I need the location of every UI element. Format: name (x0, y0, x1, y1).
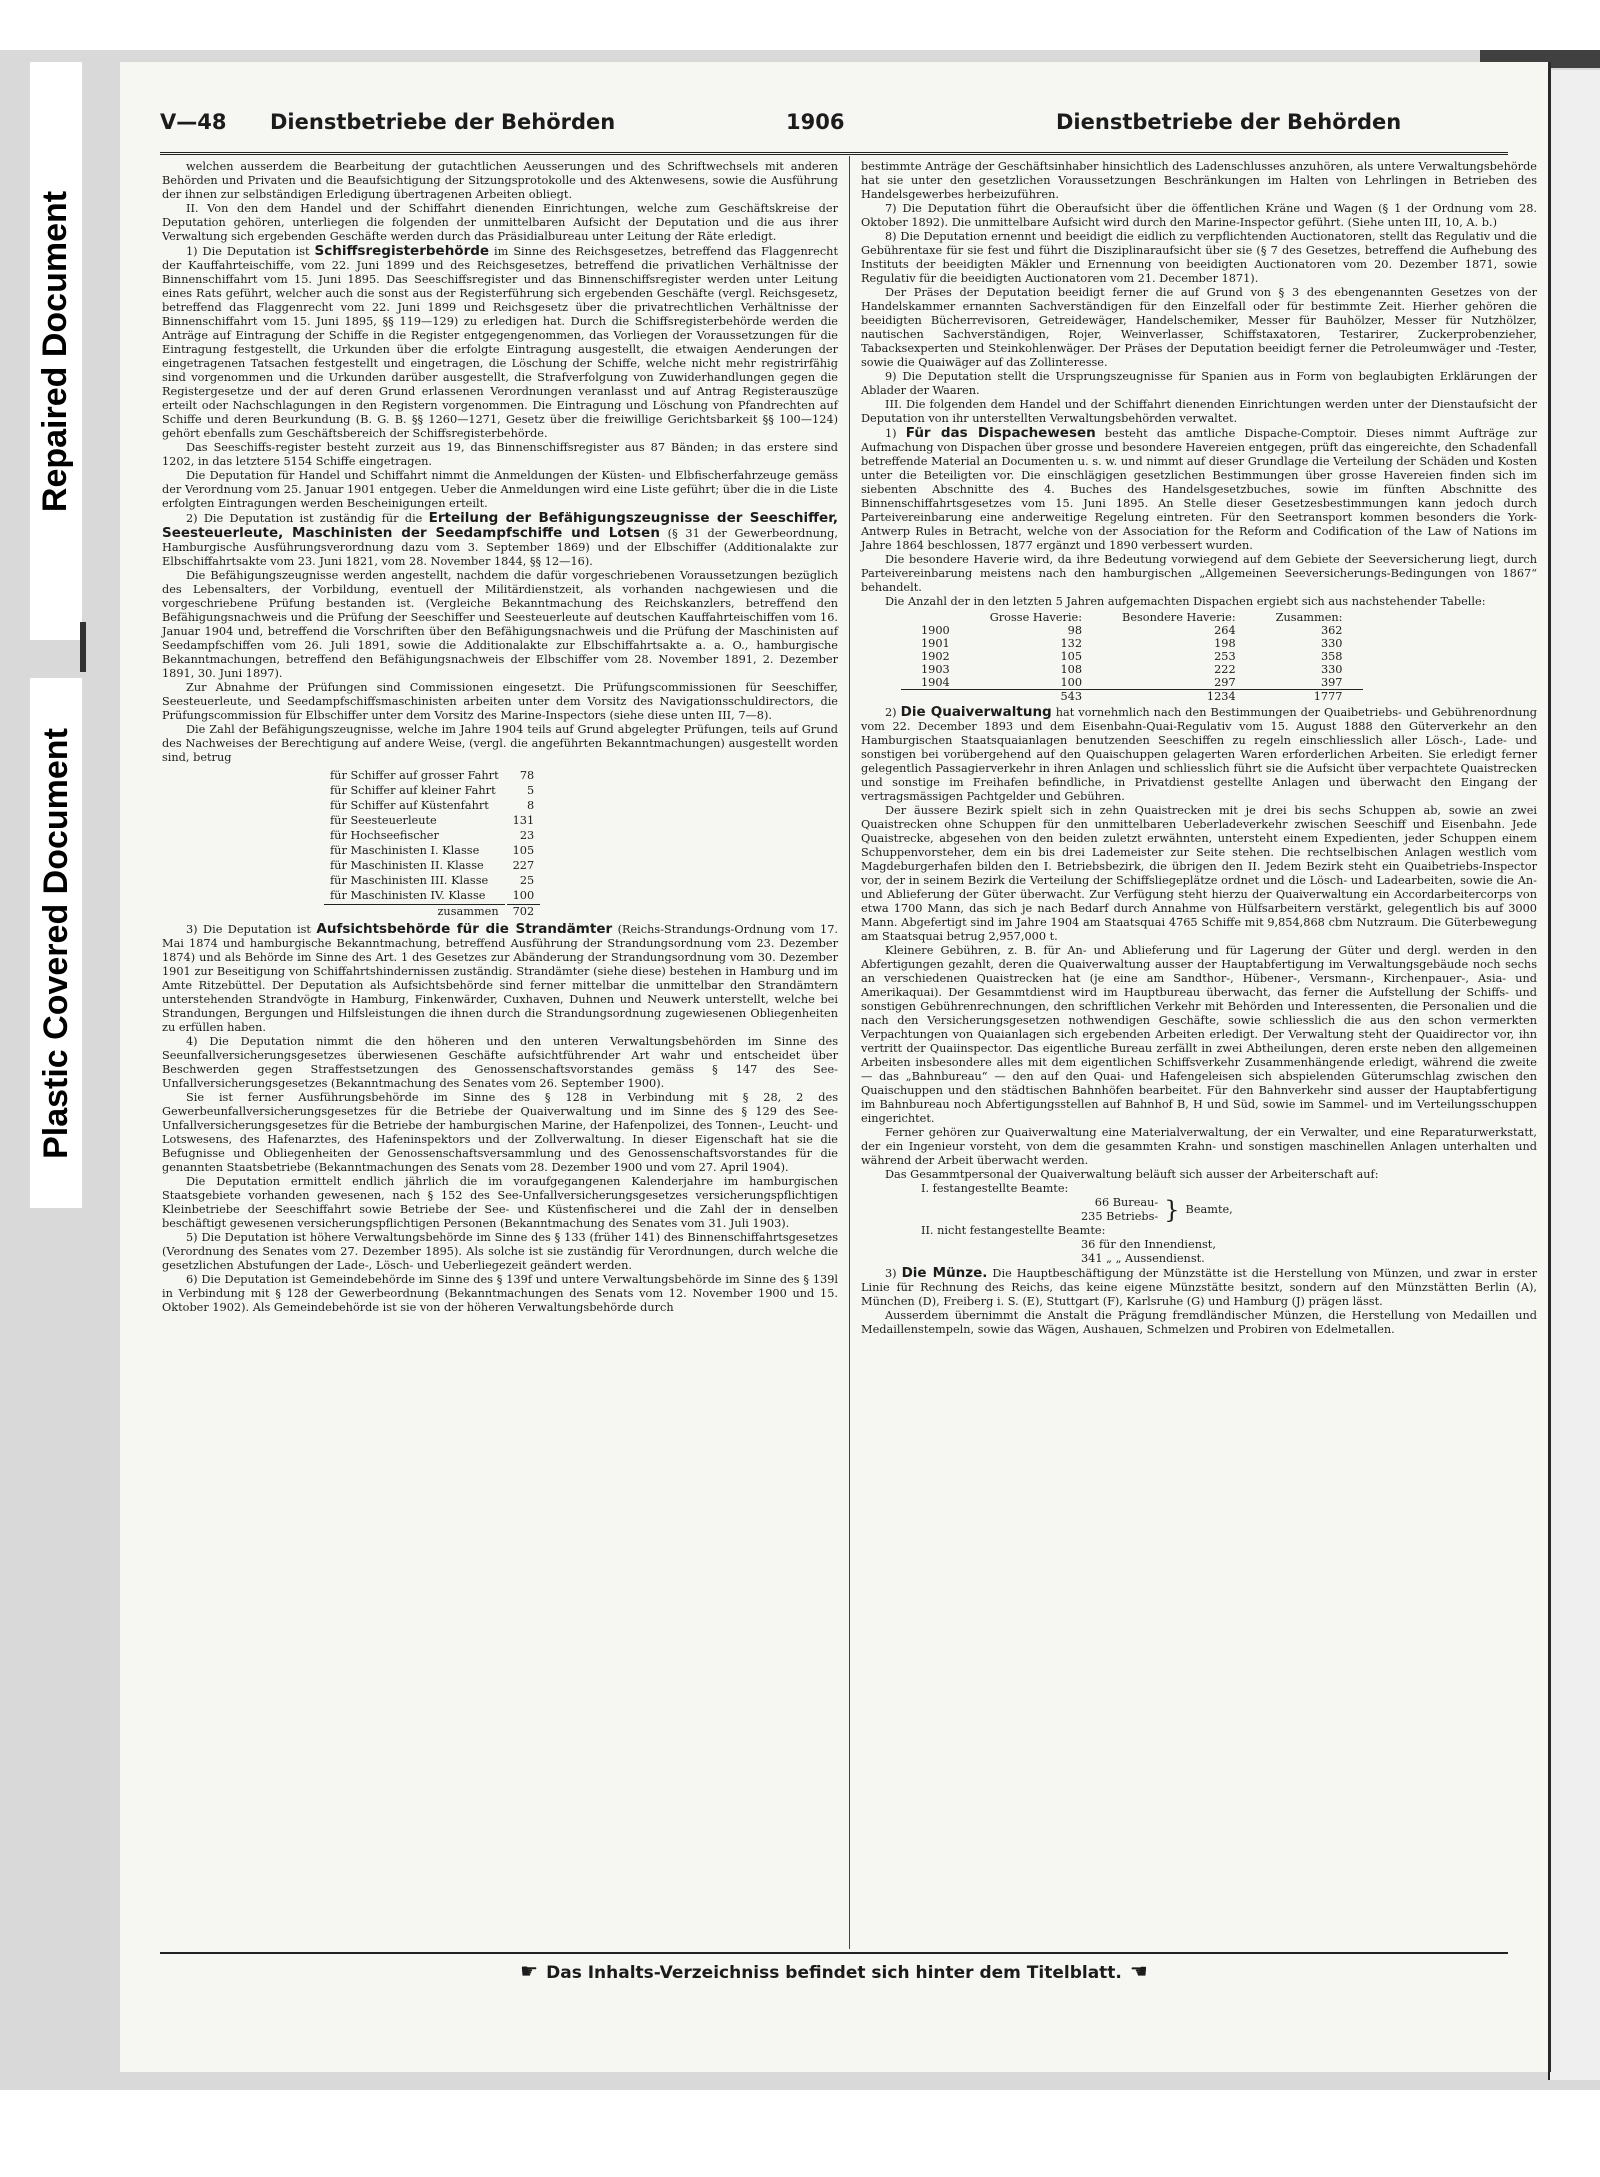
certificate-total-row: zusammen 702 (324, 904, 540, 918)
paragraph: bestimmte Anträge der Geschäftsinhaber hinsichtlich des Ladenschlusses anzuhören, als untere Verwaltungsbehörde hat sie unter den gesetzlichen Voraussetzungen Beschränkungen im Halten von Lehrlingen in Betrieben des Handelsgewerbes herbeizuführen. (861, 160, 1537, 201)
paragraph: welchen ausserdem die Bearbeitung der gutachtlichen Aeusserungen und des Schriftwechsels mit anderen Behörden und Privaten und die Beaufsichtigung der Sitzungsprotokolle und des Aktenwesens, sowie die Ausführung der ihnen zur selbständigen Erledigung übertragenen Arbeiten obliegt. (162, 160, 838, 201)
left-column (162, 160, 838, 1315)
section-befaehigung: 2) Die Deputation ist zuständig für die Erteilung der Befähigungszeugnisse der Seeschiffer, Seesteuerleute, Maschinisten der Seedampfschiffe und Lotsen (§ 31 der Gewerbeordnung, Hamburgische Ausführungsverordnung dazu vom 3. September 1869) und der Elbschiffer (Additionalakte zur Elbschiffahrtsakte vom 23. Juni 1821, vom 28. November 1844, §§ 12—16). (162, 510, 839, 568)
section-muenze: 3) Die Münze. Die Hauptbeschäftigung der Münzstätte ist die Herstellung von Münzen, und zwar in erster Linie für Rechnung des Reichs, das keine eigene Münzstätte besitzt, sondern auf den Münzstätten Berlin (A), München (D), Freiberg i. S. (E), Stuttgart (F), Karlsruhe (G) und Hamburg (J) prägen lässt. (861, 1265, 1537, 1308)
page-number: V—48 (160, 110, 227, 134)
section-heading: Aufsichtsbehörde für die Strandämter (316, 921, 613, 937)
right-column (861, 160, 1537, 1337)
certificate-row: für Maschinisten I. Klasse 105 (330, 844, 535, 857)
paragraph: 6) Die Deputation ist Gemeindebehörde im Sinne des § 139f und untere Verwaltungsbehörde im Sinne des § 139l in Verbindung mit § 128 der Gewerbeordnung (Bekanntmachungen des Senats vom 12. November 1900 und 15. Oktober 1902). Als Gemeindebehörde ist sie von der höheren Verwaltungsbehörde durch (162, 1273, 838, 1314)
paragraph: Die Deputation für Handel und Schiffahrt nimmt die Anmeldungen der Küsten- und Elbfischerfahrzeuge gemäss der Verordnung vom 25. Januar 1901 entgegen. Ueber die Anmeldungen wird eine Liste geführt; über die in die Liste erfolgten Eintragungen werden Bescheinigungen erteilt. (162, 469, 838, 510)
dispache-row: 1903 108 222 330 (921, 663, 1343, 676)
section-heading: Erteilung der Befähigungszeugnisse der Seeschiffer, Seesteuerleute, Maschinisten der Seedampfschiffe und Lotsen (162, 510, 838, 541)
certificate-row: für Maschinisten II. Klasse 227 (330, 859, 535, 872)
section-strandaemter: 3) Die Deputation ist Aufsichtsbehörde für die Strandämter (Reichs-Strandungs-Ordnung vom 17. Mai 1874 und hamburgische Bekanntmachung, betreffend Ausführung der Strandungsordnung vom 23. Dezember 1874) und als Behörde im Sinne des Art. 1 des Gesetzes zur Abänderung der Strandungsordnung vom 30. Dezember 1901 zur Beseitigung von Schiffahrtshindernissen zuständig. Strandämter (siehe diese) bestehen in Hamburg und im Amte Ritzebüttel. Der Deputation als Aufsichtsbehörde sind ferner mittelbar die unmittelbar den Strandämtern unterstehenden Strandvögte in Hamburg, Finkenwärder, Cuxhaven, Duhnen und Neuwerk unterstellt, welche bei Strandungen, Bergungen und Hilfsleistungen die ihnen durch die Strandungsordnung zugewiesenen Obliegenheiten zu erfüllen haben. (162, 921, 838, 1034)
pointing-hand-left-icon: ☚ (1129, 1959, 1148, 1983)
next-page-edge (1548, 70, 1600, 2080)
paragraph: Kleinere Gebühren, z. B. für An- und Ablieferung und für Lagerung der Güter und dergl. werden in den Abfertigungen gezahlt, deren die Quaiverwaltung ausser der Hauptabfertigung im Verwaltungsgebäude noch sechs an verschiedenen Quaistrecken hat (je eine am Sandthor-, Hübener-, Versmann-, Kirchenpauer-, Asia- und Amerikaquai). Der Gesammtdienst wird im Hauptbureau überwacht, das ferner die Aufstellung der Schiffs- und sonstigen Gebührenrechnungen, den schriftlichen Verkehr mit Behörden und Interessenten, die Personalien und die nach den Versicherungsgesetzen nothwendigen Geschäfte, sowie schliesslich die aus den schon vermerkten Verpachtungen von Quaianlagen sich ergebenden Arbeiten erledigt. Der Verwaltung steht der Quaidirector vor, ihn vertritt der Quaiinspector. Das eigentliche Bureau zerfällt in zwei Abtheilungen, deren erste neben den allgemeinen Arbeiten insbesondere alles mit dem eigentlichen Schiffsverkehr Zusammenhängende erledigt, während die zweite — das „Bahnbureau“ — den auf den Quai- und Hafengeleisen sich abspielenden Güterumschlag zwischen den Quaischuppen und den städtischen Bahnhöfen bearbeitet. Für den Bahnverkehr sind ausser der Hauptabfertigung im Bahnbureau noch Abfertigungsstellen auf Bahnhof B, H und Süd, sowie im Sammel- und im Verteilungsschuppen eingerichtet. (861, 944, 1537, 1125)
paragraph: Das Seeschiffs-register besteht zurzeit aus 19, das Binnenschiffsregister aus 87 Bänden; in das erstere sind 1202, in das letztere 5154 Schiffe eingetragen. (162, 441, 838, 468)
pointing-hand-icon: ☛ (520, 1959, 539, 1983)
certificate-row: für Schiffer auf grosser Fahrt 78 (330, 769, 535, 782)
paragraph: Die besondere Haverie wird, da ihre Bedeutung vorwiegend auf dem Gebiete der Seeversicherung liegt, durch Parteivereinbarung meistens nach den hamburgischen „Allgemeinen Seeversicherungs-Bedingungen von 1867“ behandelt. (861, 553, 1537, 594)
certificate-row: für Maschinisten IV. Klasse 100 (330, 889, 535, 902)
paragraph: Sie ist ferner Ausführungsbehörde im Sinne des § 128 in Verbindung mit § 28, 2 des Gewerbeunfallversicherungsgesetzes für die Betriebe der Quaiverwaltung und im Sinne des § 129 des See-Unfallversicherungsgesetzes für die Betriebe der hamburgischen Marine, der Hafenpolizei, des Tonnen-, Leucht- und Lotswesens, des Hafenarztes, des Hafeninspektors und der Zollverwaltung. In dieser Eigenschaft hat sie die Befugnisse und Obliegenheiten der Genossenschaftsversammlung und des Genossenschaftsvorstandes für die genannten Staatsbetriebe (Bekanntmachungen des Senats vom 28. Dezember 1900 und vom 27. April 1904). (162, 1091, 838, 1174)
certificate-row: für Hochseefischer 23 (330, 829, 535, 842)
tab-divider (80, 622, 86, 672)
paragraph: 4) Die Deputation nimmt die den höheren und den unteren Verwaltungsbehörden im Sinne des Seeunfallversicherungsgesetzes überwiesenen Geschäfte aufsichtführender Art wahr und entscheidet über Beschwerden gegen Straffestsetzungen des Genossenschaftsvorstandes gemäss § 147 des See-Unfallversicherungsgesetzes (Bekanntmachung des Senates vom 26. September 1900). (162, 1035, 838, 1090)
paragraph: III. Die folgenden dem Handel und der Schiffahrt dienenden Einrichtungen werden unter der Dienstaufsicht der Deputation von ihr unterstellten Verwaltungsbehörden verwaltet. (861, 398, 1537, 425)
paragraph: Der äussere Bezirk spielt sich in zehn Quaistrecken mit je drei bis sechs Schuppen ab, sowie an zwei Quaistrecken ohne Schuppen für den unmittelbaren Ueberladeverkehr zwischen Seeschiff und Eisenbahn. Jede Quaistrecke, abgesehen von den beiden zuletzt erwähnten, untersteht einem Expedienten, jeder Schuppen einem Schuppenvorsteher, dem ein bis drei Lademeister zur Seite stehen. Die rechtselbischen Anlagen westlich vom Magdeburgerhafen bilden den I. Betriebsbezirk, die übrigen den II. Jedem Bezirk steht ein Quaibetriebs-Inspector vor, der in seinem Bezirk die Verteilung der Schiffsliegeplätze ordnet und die Lösch- und Ladearbeiten, sowie die An- und Ablieferung der Güter überwacht. Zur Verfügung steht hierzu der Quaiverwaltung ein Accordarbeitercorps von etwa 1700 Mann, das sich je nach Bedarf durch Annahme von Hülfsarbeitern verstärkt, gelegentlich bis auf 3000 Mann. Abgefertigt sind im Jahre 1904 am Staatsquai 4765 Schiffe mit 9,854,868 cbm Nutzraum. Die Güterbewegung am Staatsquai betrug 2,957,000 t. (861, 804, 1537, 943)
section-heading: Die Quaiverwaltung (900, 704, 1052, 720)
column-divider (849, 156, 850, 1949)
document-page (120, 62, 1551, 2072)
plastic-covered-document-tab[interactable]: Plastic Covered Document (30, 678, 82, 1208)
footer-rule (160, 1952, 1508, 1954)
section-schiffsregister: 1) Die Deputation ist Schiffsregisterbehörde im Sinne des Reichsgesetzes, betreffend das Flaggenrecht der Kauffahrteischiffe, vom 22. Juni 1899 und des Reichsgesetzes, betreffend die privatlichen Verhältnisse der Binnenschiffahrt vom 15. Juni 1895. Das Seeschiffsregister und das Binnenschiffsregister werden unter Leitung eines Rats geführt, welcher auch die sonst aus der Registerführung sich ergebenden Geschäfte (vergl. Reichsgesetz, betreffend das Flaggenrecht vom 22. Juni 1899 und Reichsgesetz über die privatrechtlichen Verhältnisse der Binnenschiffahrt vom 15. Juni 1895, §§ 119—129) zu erledigen hat. Durch die Schiffsregisterbehörde werden die Anträge auf Eintragung der Schiffe in die Register entgegengenommen, das Vorliegen der Voraussetzungen für die Eintragung festgestellt, die Urkunden über die erfolgte Eintragung ausgestellt, die etwaigen Aenderungen der eingetragenen Tatsachen festgestellt und eingetragen, die Löschung der Schiffe, welche nicht mehr registrirfähig sind vorgenommen und die Urkunden darüber ausgestellt, die Strafverfolgung von Zuwiderhandlungen gegen die Registergesetze und der auf deren Grund erlassenen Verordnungen veranlasst und auf Antrag Registerauszüge erteilt oder Nachschlagungen in den Registern vorgenommen. Die Eintragung und Löschung von Pfandrechten auf Schiffe und deren Beurkundung (B. G. B. §§ 1260—1271, Gesetz über die freiwillige Gerichtsbarkeit §§ 100—124) gehört ebenfalls zum Geschäftsbereich der Schiffsregisterbehörde. (162, 243, 838, 440)
paragraph: Ausserdem übernimmt die Anstalt die Prägung fremdländischer Münzen, die Herstellung von Medaillen und Medaillenstempeln, sowie das Wägen, Aushauen, Schmelzen und Probiren von Edelmetallen. (861, 1309, 1537, 1336)
paragraph: Der Präses der Deputation beeidigt ferner die auf Grund von § 3 des ebengenannten Gesetzes von der Handelskammer ernannten Sachverständigen für den Einzelfall oder für bestimmte Zeit. Hierher gehören die beeidigten Bücherrevisoren, Getreidewäger, Handelschemiker, Messer für Bauhölzer, Messer für Nutzhölzer, nautischen Sachverständigen, Rojer, Weinverlasser, Schiffstaxatoren, Testarirer, Zuckerprobenzieher, Tabacksexperten und Steinkohlenwäger. Der Präses der Deputation beeidigt ferner die Petroleumwäger und -Tester, sowie die Quaiwäger auf das Zollinteresse. (861, 286, 1537, 369)
dispache-table (901, 611, 1363, 703)
section-heading: Die Münze. (901, 1265, 988, 1281)
staff-list: I. festangestellte Beamte: 66 Bureau- 235 Betriebs- } Beamte, II. nicht festangestellte Beamte: 36 für den Innendienst, 341 „ „ Aussendienst. (921, 1182, 1233, 1265)
paragraph: 5) Die Deputation ist höhere Verwaltungsbehörde im Sinne des § 133 (früher 141) des Binnenschiffahrtsgesetzes (Verordnung des Senates vom 27. Dezember 1895). Als solche ist sie zuständig für Verordnungen, durch welche die gesetzlichen Abstufungen der Lade-, Lösch- und Ueberliegezeit geändert werden. (162, 1231, 838, 1272)
header-year: 1906 (786, 110, 845, 134)
section-heading: Für das Dispachewesen (905, 425, 1096, 441)
paragraph: 7) Die Deputation führt die Oberaufsicht über die öffentlichen Kräne und Wagen (§ 1 der Ordnung vom 28. Oktober 1892). Die unmittelbare Aufsicht wird durch den Marine-Inspector geführt. (Siehe unten III, 10, A. b.) (861, 202, 1537, 229)
section-heading: Schiffsregisterbehörde (314, 243, 490, 259)
certificate-row: für Maschinisten III. Klasse 25 (330, 874, 535, 887)
certificate-row: für Schiffer auf Küstenfahrt 8 (330, 799, 535, 812)
paragraph: Ferner gehören zur Quaiverwaltung eine Materialverwaltung, der ein Verwalter, und eine Reparaturwerkstatt, der ein Ingenieur vorsteht, von dem die gesammten Krahn- und sonstigen maschinellen Anlagen unterhalten und während der Arbeit überwacht werden. (861, 1126, 1537, 1167)
dispache-row: 1900 98 264 362 (921, 624, 1343, 637)
header-left-title: Dienstbetriebe der Behörden (270, 110, 616, 134)
paragraph: Die Zahl der Befähigungszeugnisse, welche im Jahre 1904 teils auf Grund abgelegter Prüfungen, teils auf Grund des Nachweises der Berechtigung auf andere Weise, (vergl. die angeführten Bekanntmachungen) ausgestellt worden sind, betrug (162, 723, 838, 764)
footer-note: ☛ Das Inhalts-Verzeichniss befindet sich hinter dem Titelblatt. ☚ (520, 1959, 1148, 1983)
header-rule (160, 152, 1508, 155)
running-header (160, 108, 1508, 142)
section-quaiverwaltung: 2) Die Quaiverwaltung hat vornehmlich nach den Bestimmungen der Quaibetriebs- und Gebührenordnung vom 22. December 1893 und dem Eisenbahn-Quai-Regulativ vom 15. August 1888 den Güterverkehr an den Hamburgischen Staatsquaianlagen benutzenden Seeschiffen zu regeln einschliesslich aller Lösch-, Lade- und sonstigen bei vorübergehend auf den Quaischuppen gelagerten Waren erforderlichen Arbeiten. Sie erledigt ferner gelegentlich Passagierverkehr in ihren Anlagen und schliesslich führt sie die Aufsicht über verpachtete Quaistrecken und sonstige im Freihafen befindliche, in Privatdienst gestellte Anlagen und überwacht den Eingang der vertragsmässigen Pachtgelder und Gebühren. (861, 704, 1537, 803)
paragraph: Die Deputation ermittelt endlich jährlich die im voraufgegangenen Kalenderjahre im hamburgischen Staatsgebiete vorhanden gewesenen, nach § 152 des See-Unfallversicherungsgesetzes versicherungspflichtigen Kleinbetriebe der Seeschiffahrt sowie Betriebe der See- und Küstenfischerei und die Zahl der in denselben beschäftigt gewesenen versicherungspflichtigen Personen (Bekanntmachung des Senates vom 31. Juli 1903). (162, 1175, 838, 1230)
certificate-row: für Seesteuerleute 131 (330, 814, 535, 827)
certificate-row: für Schiffer auf kleiner Fahrt 5 (330, 784, 535, 797)
table-header-row: Grosse Haverie: Besondere Haverie: Zusammen: (989, 611, 1343, 624)
dispache-row: 1904 100 297 397 (921, 676, 1343, 689)
header-right-title: Dienstbetriebe der Behörden (1056, 110, 1402, 134)
certificate-table (322, 767, 542, 920)
paragraph: 9) Die Deputation stellt die Ursprungszeugnisse für Spanien aus in Form von beglaubigten Erklärungen der Ablader der Waaren. (861, 370, 1537, 397)
dispache-total-row: 543 1234 1777 (901, 690, 1363, 704)
paragraph: Die Befähigungszeugnisse werden angestellt, nachdem die dafür vorgeschriebenen Voraussetzungen bezüglich des Lebensalters, der Vorbildung, eventuell der Militärdienstzeit, als vorhanden nachgewiesen und die vorgeschriebene Prüfung bestanden ist. (Vergleiche Bekanntmachung des Reichskanzlers, betreffend den Befähigungsnachweis und die Prüfung der Seeschiffer und Seesteuerleute auf deutschen Kauffahrteischiffen vom 16. Januar 1904 und, betreffend die Vorschriften über den Befähigungsnachweis und die Prüfung der Maschinisten auf Seedampfschiffen vom 26. Juli 1891, sowie die Additionalakte zur Elbschiffahrtsakte a. a. O., hamburgische Bekanntmachungen, betreffend den Befähigungsnachweis der Elbschiffer vom 28. November 1891, 2. Dezember 1891, 30. Juni 1897). (162, 569, 838, 680)
section-dispachewesen: 1) Für das Dispachewesen besteht das amtliche Dispache-Comptoir. Dieses nimmt Aufträge zur Aufmachung von Dispachen über grosse und besondere Havereien entgegen, prüft das eingereichte, den Schadenfall betreffende Material an Documenten u. s. w. und nimmt auf dieser Grundlage die Verteilung der Schäden und Kosten unter die Beteiligten vor. Die einschlägigen gesetzlichen Bestimmungen über grosse Havereien finden sich im siebenten Abschnitte des 4. Buches des Handelsgesetzbuches, sowie im fünften Abschnitte des Binnenschiffahrtsgesetzes vom 15. Juni 1895. An Stelle dieser Gesetzesbestimmungen kann jedoch durch Parteivereinbarung eine anderweitige Regelung eintreten. Für den Seetransport kommen besonders die York-Antwerp Rules in Betracht, welche von der Association for the Reform and Codification of the Law of Nations im Jahre 1864 beschlossen, 1877 ergänzt und 1890 verbessert wurden. (861, 425, 1537, 552)
paragraph: Zur Abnahme der Prüfungen sind Commissionen eingesetzt. Die Prüfungscommissionen für Seeschiffer, Seesteuerleute, und Seedampfschiffsmaschinisten arbeiten unter dem Vorsitz des Navigationsschuldirectors, die Prüfungscommission für Elbschiffer unter dem Vorsitz des Marine-Inspectors (siehe diese unten III, 7—8). (162, 681, 838, 722)
paragraph: Das Gesammtpersonal der Quaiverwaltung beläuft sich ausser der Arbeiterschaft auf: (885, 1168, 1379, 1181)
dispache-row: 1901 132 198 330 (921, 637, 1343, 650)
paragraph: Die Anzahl der in den letzten 5 Jahren aufgemachten Dispachen ergiebt sich aus nachstehender Tabelle: (885, 595, 1486, 608)
dispache-row: 1902 105 253 358 (921, 650, 1343, 663)
paragraph: 8) Die Deputation ernennt und beeidigt die eidlich zu verpflichtenden Auctionatoren, stellt das Regulativ und die Gebührentaxe für sie fest und führt die Disziplinaraufsicht über sie (§ 7 des Gesetzes, betreffend die Aufhebung des Instituts der beeidigten Mäkler und Ernennung von beeidigten Auctionatoren vom 20. Dezember 1871, sowie Regulativ für die beeidigten Auctionatoren vom 21. December 1871). (861, 230, 1537, 285)
repaired-document-tab[interactable]: Repaired Document (30, 62, 82, 640)
paragraph: II. Von den dem Handel und der Schiffahrt dienenden Einrichtungen, welche zum Geschäftskreise der Deputation gehören, unterliegen die folgenden der unmittelbaren Aufsicht der Deputation und die aus ihrer Verwaltung sich ergebenden Geschäfte werden durch das Präsidialbureau unter Leitung der Räte erledigt. (162, 202, 838, 243)
